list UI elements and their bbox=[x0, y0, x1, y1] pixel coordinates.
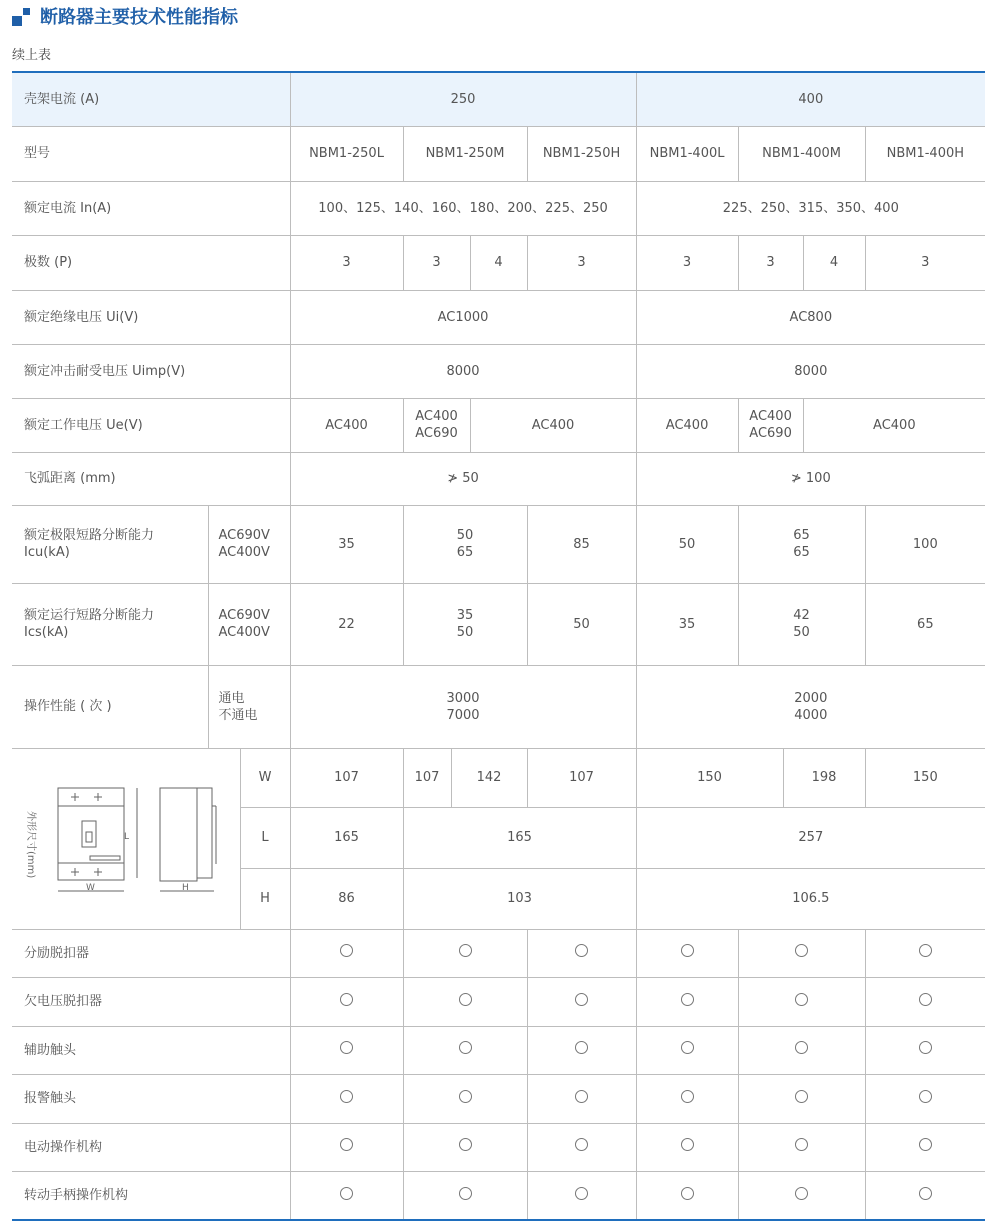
row-label: 额定电流 In(A) bbox=[12, 181, 290, 235]
dim-label-l: L bbox=[240, 807, 290, 869]
option-cell bbox=[290, 1172, 403, 1221]
option-cell bbox=[738, 1172, 865, 1221]
option-cell bbox=[290, 1075, 403, 1124]
option-cell bbox=[527, 929, 636, 978]
dim-label-h: H bbox=[240, 869, 290, 929]
row-label: 额定绝缘电压 Ui(V) bbox=[12, 290, 290, 344]
cell: NBM1-400L bbox=[636, 126, 738, 181]
optional-circle-icon bbox=[919, 1138, 932, 1151]
row-label: 报警触头 bbox=[12, 1075, 290, 1124]
svg-text:H: H bbox=[182, 882, 189, 893]
cell: NBM1-250L bbox=[290, 126, 403, 181]
row-label: 欠电压脱扣器 bbox=[12, 978, 290, 1027]
row-operations bbox=[12, 665, 985, 748]
row-label: 壳架电流 (A) bbox=[12, 72, 290, 126]
optional-circle-icon bbox=[340, 944, 353, 957]
option-cell bbox=[290, 1123, 403, 1172]
option-cell bbox=[738, 978, 865, 1027]
cell: NBM1-250M bbox=[403, 126, 527, 181]
cell: AC800 bbox=[636, 290, 985, 344]
row-label: 分励脱扣器 bbox=[12, 929, 290, 978]
option-cell bbox=[865, 978, 985, 1027]
optional-circle-icon bbox=[681, 1041, 694, 1054]
optional-circle-icon bbox=[795, 944, 808, 957]
cell: 142 bbox=[451, 748, 527, 807]
cell: AC1000 bbox=[290, 290, 636, 344]
option-cell bbox=[738, 1123, 865, 1172]
row-sublabel: 通电 不通电 bbox=[208, 665, 290, 748]
row-ics bbox=[12, 583, 985, 665]
option-cell bbox=[865, 1026, 985, 1075]
cell: 35 bbox=[290, 505, 403, 583]
option-cell bbox=[636, 1026, 738, 1075]
cell: 100 bbox=[865, 505, 985, 583]
row-label: 额定极限短路分断能力 Icu(kA) bbox=[12, 505, 208, 583]
row-option bbox=[12, 1172, 985, 1221]
optional-circle-icon bbox=[919, 1041, 932, 1054]
option-cell bbox=[403, 929, 527, 978]
cell: AC400 bbox=[470, 398, 636, 452]
cell: 50 bbox=[636, 505, 738, 583]
section-title bbox=[12, 4, 238, 28]
row-frame-current bbox=[12, 72, 985, 126]
cell: 3 bbox=[403, 235, 470, 290]
cell: 86 bbox=[290, 869, 403, 929]
option-cell bbox=[527, 1026, 636, 1075]
cell: 165 bbox=[290, 807, 403, 869]
optional-circle-icon bbox=[681, 1138, 694, 1151]
dimension-axis-label: 外形尺寸(mm) bbox=[25, 810, 36, 878]
optional-circle-icon bbox=[575, 1187, 588, 1200]
cell: ≯ 50 bbox=[290, 452, 636, 505]
optional-circle-icon bbox=[459, 1041, 472, 1054]
dim-label-w: W bbox=[240, 748, 290, 807]
option-cell bbox=[636, 1075, 738, 1124]
title-text: 断路器主要技术性能指标 bbox=[40, 7, 238, 28]
option-cell bbox=[738, 1075, 865, 1124]
optional-circle-icon bbox=[681, 993, 694, 1006]
option-cell bbox=[290, 1026, 403, 1075]
cell-250: 250 bbox=[290, 72, 636, 126]
optional-circle-icon bbox=[919, 1187, 932, 1200]
optional-circle-icon bbox=[575, 944, 588, 957]
option-cell bbox=[865, 929, 985, 978]
row-model bbox=[12, 126, 985, 181]
cell: 85 bbox=[527, 505, 636, 583]
option-cell bbox=[527, 1172, 636, 1221]
cell: 100、125、140、160、180、200、225、250 bbox=[290, 181, 636, 235]
row-option bbox=[12, 1123, 985, 1172]
cell: 35 bbox=[636, 583, 738, 665]
optional-circle-icon bbox=[795, 1187, 808, 1200]
optional-circle-icon bbox=[795, 1090, 808, 1103]
cell: 225、250、315、350、400 bbox=[636, 181, 985, 235]
breaker-outline-drawing bbox=[12, 766, 240, 912]
option-cell bbox=[290, 978, 403, 1027]
cell: AC400 bbox=[636, 398, 738, 452]
option-cell bbox=[403, 1026, 527, 1075]
optional-circle-icon bbox=[681, 1187, 694, 1200]
cell: 65 65 bbox=[738, 505, 865, 583]
cell: NBM1-400M bbox=[738, 126, 865, 181]
cell: 4 bbox=[803, 235, 865, 290]
optional-circle-icon bbox=[919, 1090, 932, 1103]
row-label: 额定工作电压 Ue(V) bbox=[12, 398, 290, 452]
cell: 3 bbox=[527, 235, 636, 290]
cell: 42 50 bbox=[738, 583, 865, 665]
cell: 22 bbox=[290, 583, 403, 665]
row-label: 极数 (P) bbox=[12, 235, 290, 290]
optional-circle-icon bbox=[340, 1138, 353, 1151]
row-arc-distance bbox=[12, 452, 985, 505]
cell: 106.5 bbox=[636, 869, 985, 929]
cell: 3 bbox=[290, 235, 403, 290]
option-cell bbox=[290, 929, 403, 978]
option-cell bbox=[865, 1075, 985, 1124]
optional-circle-icon bbox=[575, 993, 588, 1006]
cell: 3 bbox=[738, 235, 803, 290]
optional-circle-icon bbox=[681, 944, 694, 957]
row-label: 额定运行短路分断能力 Ics(kA) bbox=[12, 583, 208, 665]
cell: 165 bbox=[403, 807, 636, 869]
cell: 3000 7000 bbox=[290, 665, 636, 748]
cell: 4 bbox=[470, 235, 527, 290]
option-cell bbox=[865, 1172, 985, 1221]
option-cell bbox=[636, 1172, 738, 1221]
row-option bbox=[12, 929, 985, 978]
row-label: 转动手柄操作机构 bbox=[12, 1172, 290, 1221]
option-cell bbox=[527, 1075, 636, 1124]
row-sublabel: AC690V AC400V bbox=[208, 583, 290, 665]
row-uimp bbox=[12, 344, 985, 398]
row-option bbox=[12, 1026, 985, 1075]
option-cell bbox=[403, 1123, 527, 1172]
option-cell bbox=[403, 978, 527, 1027]
cell: NBM1-400H bbox=[865, 126, 985, 181]
cell: 257 bbox=[636, 807, 985, 869]
optional-circle-icon bbox=[919, 993, 932, 1006]
row-label: 操作性能 ( 次 ) bbox=[12, 665, 208, 748]
cell: AC400 AC690 bbox=[403, 398, 470, 452]
cell: 35 50 bbox=[403, 583, 527, 665]
option-cell bbox=[527, 1123, 636, 1172]
optional-circle-icon bbox=[919, 944, 932, 957]
optional-circle-icon bbox=[575, 1138, 588, 1151]
row-ui bbox=[12, 290, 985, 344]
optional-circle-icon bbox=[340, 993, 353, 1006]
cell: ≯ 100 bbox=[636, 452, 985, 505]
row-sublabel: AC690V AC400V bbox=[208, 505, 290, 583]
optional-circle-icon bbox=[340, 1090, 353, 1103]
cell: 107 bbox=[290, 748, 403, 807]
spec-table bbox=[12, 71, 985, 1221]
optional-circle-icon bbox=[575, 1041, 588, 1054]
optional-circle-icon bbox=[459, 1187, 472, 1200]
cell: 2000 4000 bbox=[636, 665, 985, 748]
optional-circle-icon bbox=[681, 1090, 694, 1103]
optional-circle-icon bbox=[459, 993, 472, 1006]
option-cell bbox=[636, 1123, 738, 1172]
svg-text:W: W bbox=[86, 882, 95, 893]
optional-circle-icon bbox=[795, 1041, 808, 1054]
cell: 50 65 bbox=[403, 505, 527, 583]
optional-circle-icon bbox=[459, 944, 472, 957]
cell: 103 bbox=[403, 869, 636, 929]
cell: 65 bbox=[865, 583, 985, 665]
cell: NBM1-250H bbox=[527, 126, 636, 181]
optional-circle-icon bbox=[795, 993, 808, 1006]
row-poles bbox=[12, 235, 985, 290]
option-cell bbox=[738, 929, 865, 978]
title-logo-icon bbox=[12, 6, 32, 26]
cell: 107 bbox=[527, 748, 636, 807]
cell: 198 bbox=[783, 748, 865, 807]
row-ue bbox=[12, 398, 985, 452]
option-cell bbox=[636, 978, 738, 1027]
cell: AC400 bbox=[290, 398, 403, 452]
optional-circle-icon bbox=[795, 1138, 808, 1151]
dimension-drawing bbox=[12, 748, 240, 929]
row-label: 飞弧距离 (mm) bbox=[12, 452, 290, 505]
cell-400: 400 bbox=[636, 72, 985, 126]
option-cell bbox=[636, 929, 738, 978]
continued-note: 续上表 bbox=[12, 48, 52, 63]
cell: 8000 bbox=[636, 344, 985, 398]
row-icu bbox=[12, 505, 985, 583]
cell: 150 bbox=[636, 748, 783, 807]
cell: AC400 bbox=[803, 398, 985, 452]
row-option bbox=[12, 978, 985, 1027]
optional-circle-icon bbox=[459, 1138, 472, 1151]
option-cell bbox=[527, 978, 636, 1027]
option-cell bbox=[403, 1172, 527, 1221]
row-label: 额定冲击耐受电压 Uimp(V) bbox=[12, 344, 290, 398]
optional-circle-icon bbox=[340, 1187, 353, 1200]
row-label: 型号 bbox=[12, 126, 290, 181]
row-option bbox=[12, 1075, 985, 1124]
cell: 150 bbox=[865, 748, 985, 807]
option-cell bbox=[865, 1123, 985, 1172]
option-cell bbox=[738, 1026, 865, 1075]
row-label: 辅助触头 bbox=[12, 1026, 290, 1075]
svg-text:L: L bbox=[124, 831, 130, 842]
optional-circle-icon bbox=[459, 1090, 472, 1103]
row-dim-w bbox=[12, 748, 985, 807]
option-cell bbox=[403, 1075, 527, 1124]
row-label: 电动操作机构 bbox=[12, 1123, 290, 1172]
optional-circle-icon bbox=[340, 1041, 353, 1054]
cell: 8000 bbox=[290, 344, 636, 398]
optional-circle-icon bbox=[575, 1090, 588, 1103]
cell: 3 bbox=[636, 235, 738, 290]
cell: 107 bbox=[403, 748, 451, 807]
row-rated-current bbox=[12, 181, 985, 235]
cell: 50 bbox=[527, 583, 636, 665]
cell: 3 bbox=[865, 235, 985, 290]
cell: AC400 AC690 bbox=[738, 398, 803, 452]
